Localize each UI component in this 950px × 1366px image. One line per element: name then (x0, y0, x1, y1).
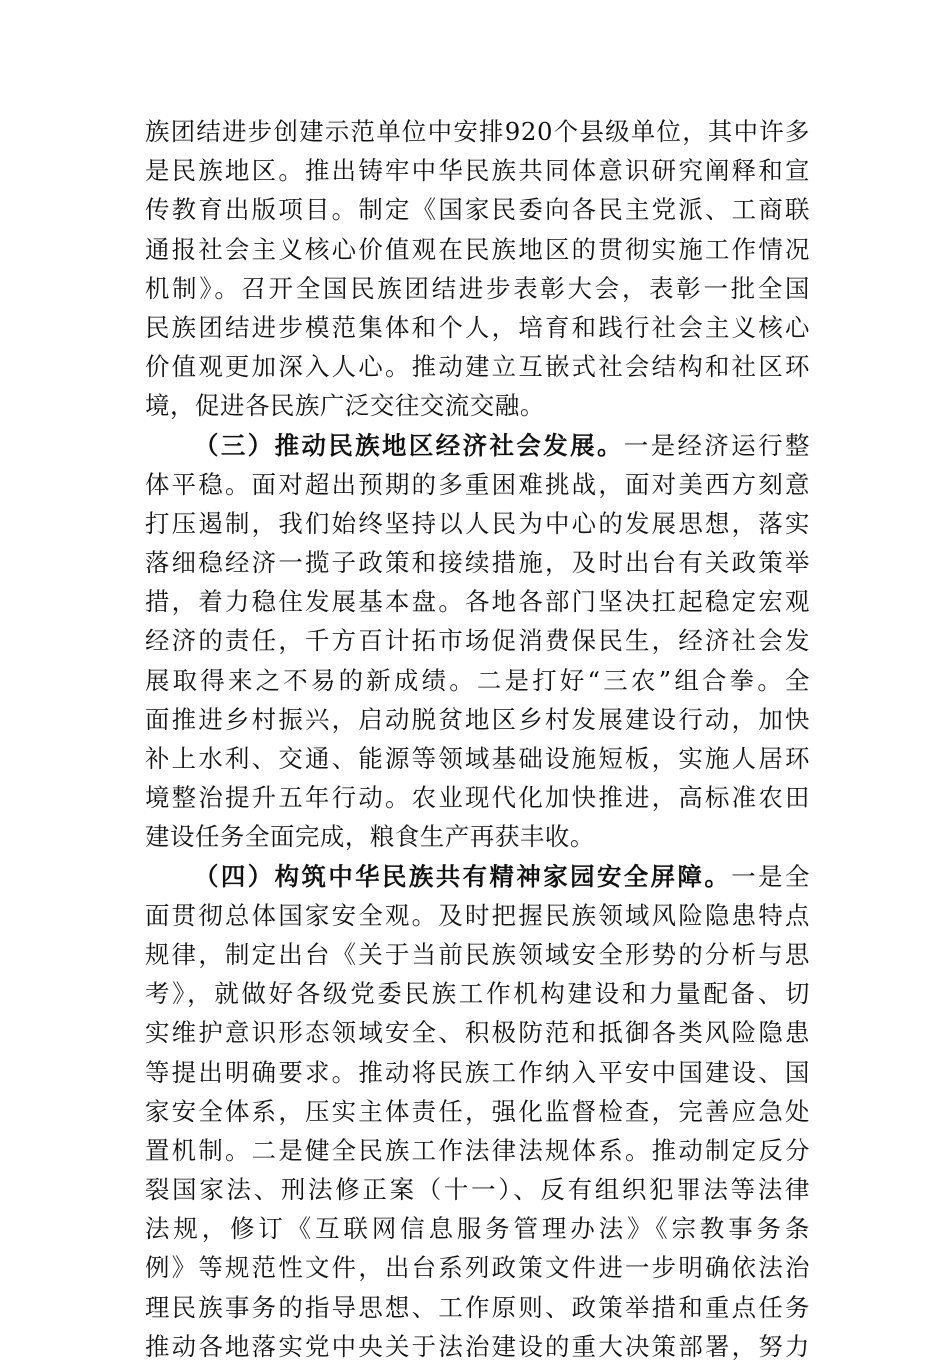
paragraph-3-first-line-text: 一是全 (731, 861, 810, 891)
paragraph-2-line-10: 境整治提升五年行动。农业现代化加快推进，高标准农田 (145, 783, 810, 813)
paragraph-1-line-1: 族团结进步创建示范单位中安排920个县级单位，其中许多 (145, 117, 810, 146)
paragraph-2-line-6: 经济的责任，千方百计拓市场促消费保民生，经济社会发 (145, 626, 810, 656)
paragraph-3-line-8: 置机制。二是健全民族工作法律法规体系。推动制定反分 (145, 1135, 810, 1165)
paragraph-3-line-12: 理民族事务的指导思想、工作原则、政策举措和重点任务 (145, 1292, 810, 1322)
paragraph-1-line-6: 民族团结进步模范集体和个人，培育和践行社会主义核心 (145, 312, 810, 342)
paragraph-3-line-4: 考》，就做好各级党委民族工作机构建设和力量配备、切 (145, 979, 810, 1009)
paragraph-1-line-4: 通报社会主义核心价值观在民族地区的贯彻实施工作情况 (145, 234, 810, 264)
paragraph-1-line-5: 机制》。召开全国民族团结进步表彰大会，表彰一批全国 (145, 273, 810, 303)
paragraph-3-line-6: 等提出明确要求。推动将民族工作纳入平安中国建设、国 (145, 1057, 810, 1087)
paragraph-2-line-5: 措，着力稳住发展基本盘。各地各部门坚决扛起稳定宏观 (145, 587, 810, 617)
section-heading-4: （四）构筑中华民族共有精神家园安全屏障。 (194, 861, 732, 891)
document-body (145, 112, 810, 1366)
paragraph-2-line-3: 打压遏制，我们始终坚持以人民为中心的发展思想，落实 (145, 508, 810, 538)
paragraph-2-line-2: 体平稳。面对超出预期的多重困难挑战，面对美西方刻意 (145, 469, 810, 499)
paragraph-3-line-11: 例》等规范性文件，出台系列政策文件进一步明确依法治 (145, 1253, 810, 1283)
paragraph-3-first-line (145, 857, 810, 896)
paragraph-3-line-2: 面贯彻总体国家安全观。及时把握民族领域风险隐患特点 (145, 900, 810, 930)
paragraph-2-line-7: 展取得来之不易的新成绩。二是打好“三农”组合拳。全 (145, 665, 810, 695)
section-heading-3: （三）推动民族地区经济社会发展。 (194, 430, 624, 460)
paragraph-2-line-11: 建设任务全面完成，粮食生产再获丰收。 (145, 822, 595, 852)
paragraph-2-first-line-text: 一是经济运行整 (623, 430, 811, 460)
paragraph-2-first-line (145, 426, 810, 465)
paragraph-2-line-9: 补上水利、交通、能源等领域基础设施短板，实施人居环 (145, 744, 810, 773)
paragraph-3-line-5: 实维护意识形态领域安全、积极防范和抵御各类风险隐患 (145, 1018, 810, 1048)
paragraph-2-line-4: 落细稳经济一揽子政策和接续措施，及时出台有关政策举 (145, 548, 810, 578)
paragraph-1-line-2: 是民族地区。推出铸牢中华民族共同体意识研究阐释和宣 (145, 156, 810, 186)
paragraph-3-line-9: 裂国家法、刑法修正案（十一）、反有组织犯罪法等法律 (145, 1175, 810, 1205)
paragraph-1-line-8: 境，促进各民族广泛交往交流交融。 (145, 391, 545, 421)
paragraph-2-line-8: 面推进乡村振兴，启动脱贫地区乡村发展建设行动，加快 (145, 704, 810, 734)
paragraph-1-line-3: 传教育出版项目。制定《国家民委向各民主党派、工商联 (145, 195, 810, 225)
paragraph-3-line-7: 家安全体系，压实主体责任，强化监督检查，完善应急处 (145, 1096, 810, 1126)
paragraph-3-line-10: 法规，修订《互联网信息服务管理办法》《宗教事务条 (145, 1214, 810, 1244)
paragraph-3-line-13: 推动各地落实党中央关于法治建设的重大决策部署，努力 (145, 1331, 810, 1361)
paragraph-1-line-7: 价值观更加深入人心。推动建立互嵌式社会结构和社区环 (145, 352, 810, 382)
paragraph-3-line-3: 规律，制定出台《关于当前民族领域安全形势的分析与思 (145, 939, 810, 969)
